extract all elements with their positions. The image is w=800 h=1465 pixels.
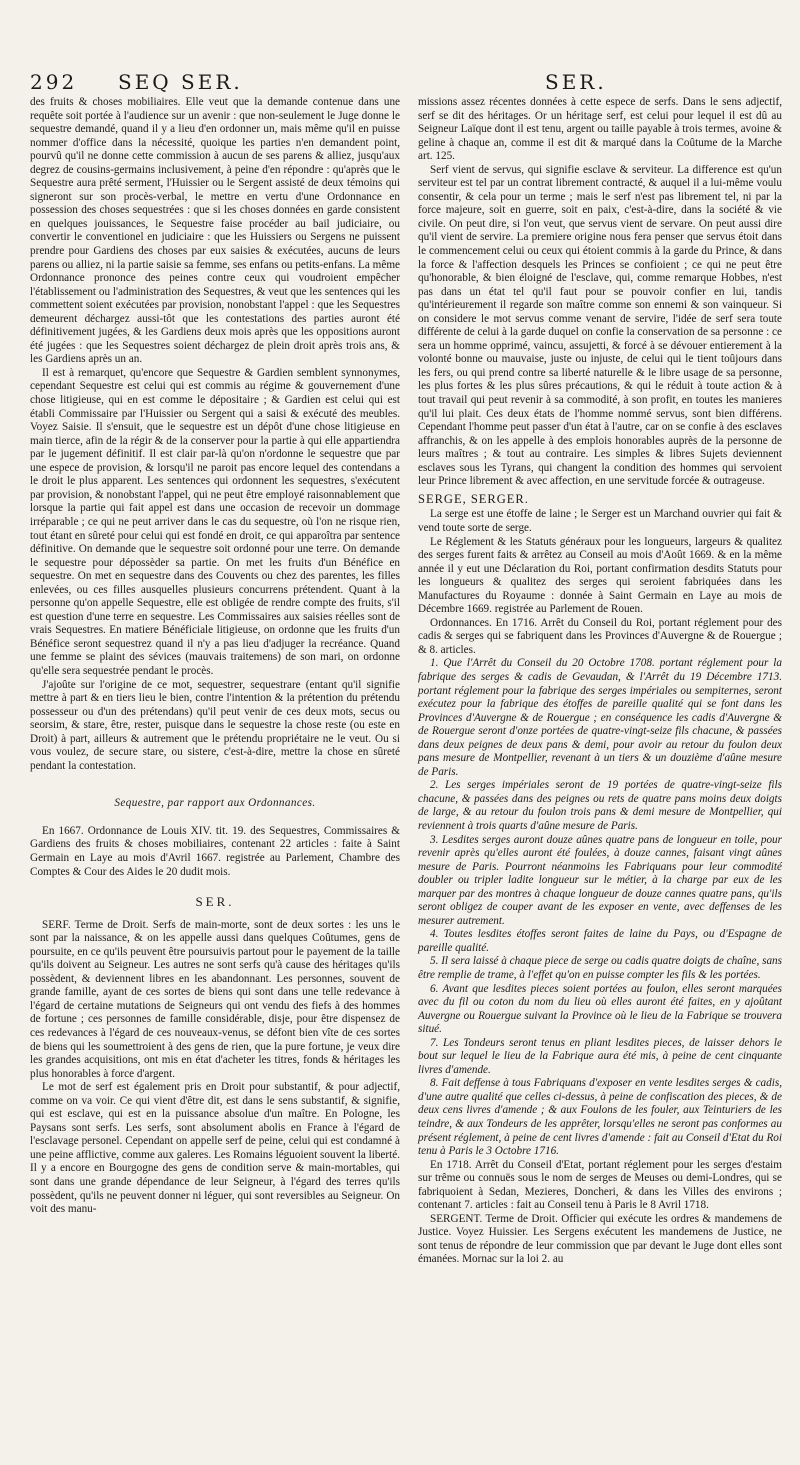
paragraph: Le mot de serf est également pris en Droit pour substantif, & pour adjectif, comme on va voir. Ce qui vient d'être dit, est dans le sens substantif, & signifie, qui est esclave, qui est en la puissance absolue d'un maître. En Pologne, les Paysans sont serfs. Les serfs, sont absolument abolis en France à l'égard de l'esclavage personel. Cependant on appelle serf de peine, celui qui est condamné à une peine afflictive, comme aux galeres. Les Romains léguoient souvent la liberté. Il y a encore en Bourgogne des gens de condition serve & main-mortables, qui sont dans une grande dépendance de leur Seigneur, à l'égard des terres qu'ils possèdent, qu'ils ne peuvent donner ni léguer, qui sont reversibles au Seigneur. On voit des manu- [30, 1081, 400, 1216]
paragraph: La serge est une étoffe de laine ; le Serger est un Marchand ouvrier qui fait & vend toute sorte de serge. [418, 508, 782, 534]
article: 5. Il sera laissé à chaque piece de serge ou cadis quatre doigts de chaîne, sans être remplie de trame, à l'effet qu'on en puisse compter les fils & les portées. [418, 955, 782, 981]
left-column [30, 96, 400, 1217]
article: 6. Avant que lesdites pieces soient portées au foulon, elles seront marquées avec du fil ou coton du nom du lieu où elles auront été faites, en y ajoûtant Auvergne ou Rouergue suivant la Province où le lieu de la Fabrique se trouvera situé. [418, 982, 782, 1036]
entry-sergent: SERGENT. Terme de Droit. Officier qui exécute les ordres & mandemens de Justice. Voyez Huissier. Les Sergens exécutent les mandemens de Justice, ne sont tenus de répondre de leur commission que par devant le Juge dont elles sont émanées. Mornac sur la loi 2. au [418, 1212, 782, 1266]
paragraph: Ordonnances. En 1716. Arrêt du Conseil du Roi, portant réglement pour des cadis & serges qui se fabriquent dans les Provinces d'Auvergne & de Rouergue ; & 8. articles. [418, 616, 782, 656]
paragraph: Il est à remarquet, qu'encore que Sequestre & Gardien semblent synnonymes, cependant Sequestre est celui qui est commis au régime & gouvernement d'une chose litigieuse, qui en est comme le dépositaire ; & Gardien est celui qui est établi Commissaire par l'Huissier ou Sergent qui a saisi & exécuté des meubles. Voyez Saisie. Il s'ensuit, que le sequestre est un dépôt d'une chose litigieuse en main tierce, afin de la régir & de la conserver pour la partie à qui elle appartiendra par le jugement définitif. Il est clair par-là qu'on n'ordonne le sequestre que par une espece de provision, & lorsqu'il ne paroit pas encore lequel des contendans a le droit le plus apparent. Les sentences qui ordonnent les sequestres, s'exécutent par provision, & nonobstant l'appel, qui ne peut être employé raisonnablement que lorsque la partie qui fait appel est dans une occasion de recevoir un dommage irréparable ; ce qui ne peut arriver dans le cas du sequestre, où l'on ne risque rien, tout étant en sûreté pour celui qui est fondé en droit, ce qui apparoîtra par sentence définitive. On demande que le sequestre soit ordonné pour une terre. On demande le sequestre pour dépossèder sa partie. On met les fruits d'un Bénéfice en sequestre. On met en sequestre dans des Couvents ou chez des parentes, les filles enlevées, ou ces filles ausquelles plusieurs concurrens prétendent. Quant à la personne qu'on appelle Sequestre, elle est obligée de rendre compte des fruits, s'il est question d'une terre en sequestre. Les Commissaires aux saisies réelles sont de vrais Sequestres. En matiere Bénéficiale litigieuse, on ordonne que les fruits d'un Bénéfice seront sequestrez quand il n'y a pas lieu d'adjuger la recréance. Quand une femme se plaint des sévices (mauvais traitemens) de son mari, on ordonne qu'elle sera sequestrée pendant le procès. [30, 366, 400, 677]
paragraph: J'ajoûte sur l'origine de ce mot, sequestrer, sequestrare (entant qu'il signifie mettre à part & en tiers lieu le bien, contre l'intention & la prétention du prétendu possesseur ou d'un des prétendans) qu'il peut venir de ces deux mots, secus ou seorsim, & stare, être, rester, puisque dans le sequestre la chose reste (ou este en Droit) à part, ailleurs & autrement que le prétendu propriétaire ne le veut. Ou si vous voulez, de secure stare, ou sistere, c'est-à-dire, mettre la chose en sûreté pendant la contestation. [30, 678, 400, 772]
paragraph: Le Réglement & les Statuts généraux pour les longueurs, largeurs & qualitez des serges furent faits & arrêtez au Conseil au mois d'Août 1669. & en la même année il y eut une Déclaration du Roi, portant confirmation desdits Statuts pour les longueurs & qualitez des serges qui seroient fabriquées dans les Manufactures du Royaume : donnée à Saint Germain en Laye au mois de Décembre 1669. registrée au Parlement de Rouen. [418, 535, 782, 616]
paragraph: Serf vient de servus, qui signifie esclave & serviteur. La difference est qu'un serviteur est tel par un contrat librement contracté, & auquel il a lui-même voulu consentir, & cela pour un terme ; mais le serf n'est pas librement tel, ni par la force majeure, soit en guerre, soit en paix, c'est-à-dire, dans la société & vie civile. On peut dire, si l'on veut, que servus vient de servare. On peut aussi dire qu'il vient de servire. La premiere origine nous fera penser que servus étoit dans le commencement celui ou ceux qui étoient commis à la garde du Prince, & dans la force & l'affection desquels les Princes se confioient ; ce qui ne peut être qu'honorable, & bien éloigné de l'esclave, qui, comme remarque Hobbes, n'est pas dans un état tel qu'il faut pour se pouvoir confier en lui, tandis qu'intérieurement il regarde son maître comme son ennemi & son vainqueur. Si on considere le mot servus comme venant de servire, l'idée de serf sera toute différente de celui à la garde duquel on confie la conservation de sa personne : ce sera un homme opprimé, vaincu, assujetti, & forcé à se dévouer entierement à la volonté bonne ou mauvaise, juste ou injuste, de celui qui le tient toûjours dans les fers, ou qui prend contre sa liberté naturelle & le libre usage de sa personne, les plus fortes & les plus sûres précautions, & qui le réduit à toute action & à tout travail qui peut revenir à sa commodité, à son profit, en toutes les manieres qu'il lui plait. Ces deux états de l'homme nommé servus, sont bien différens. Cependant l'homme peut passer d'un état à l'autre, car on se confie à des esclaves affranchis, & on les appelle à des emplois honorables auprès de la personne de leurs maîtres ; & tout au contraire. Les simples & libres Sujets deviennent esclaves sous les Tyrans, qui changent la condition des hommes qui servoient leur Prince librement & avec affection, en une servitude forcée & outrageuse. [418, 163, 782, 488]
article: 4. Toutes lesdites étoffes seront faites de laine du Pays, ou d'Espagne de pareille qualité. [418, 928, 782, 954]
paragraph: En 1667. Ordonnance de Louis XIV. tit. 19. des Sequestres, Commissaires & Gardiens des fruits & choses mobiliaires, contenant 22 articles : faite à Saint Germain en Laye au mois d'Avril 1667. registrée au Parlement, Chambre des Comptes & Cour des Aides le 20 dudit mois. [30, 824, 400, 878]
article: 3. Lesdites serges auront douze aûnes quatre pans de longueur en toile, pour revenir après qu'elles auront été foulées, à douze cannes, faisant vingt aûnes mesure de Paris. Pourront néanmoins les Fabriquans pour leur commodité doubler ou tripler ladite longueur sur le métier, à la charge par eux de les marquer par des montres à chaque longueur de douze cannes quatre pans, qu'ils seront obligez de couper avant de les exposer en vente, avec deffenses de les mesurer autrement. [418, 833, 782, 927]
right-column [418, 96, 782, 1267]
paragraph: En 1718. Arrêt du Conseil d'Etat, portant réglement pour les serges d'estaim sur trême ou connuës sous le nom de serges de Meuses ou demi-Londres, qui se fabriquoient à Sedan, Mezieres, Doncheri, & dans les Villes des environs ; contenant 7. articles : fait au Conseil tenu à Paris le 8 Avril 1718. [418, 1158, 782, 1212]
article: 7. Les Tondeurs seront tenus en pliant lesdites pieces, de laisser dehors le bout sur lequel le lieu de la Fabrique aura été mis, à peine de cent cinquante livres d'amende. [418, 1036, 782, 1076]
paragraph: missions assez récentes données à cette espece de serfs. Dans le sens adjectif, serf se dit des héritages. Or un héritage serf, est celui pour lequel il est dû au Seigneur Laïque dont il est tenu, argent ou taille payable à trois termes, avoine & geline à chaque an, comme il est dit & marqué dans la Coûtume de la Marche art. 125. [418, 96, 782, 163]
entry-heading: SERGE, SERGER. [418, 491, 529, 506]
article: 1. Que l'Arrêt du Conseil du 20 Octobre 1708. portant réglement pour la fabrique des serges & cadis de Gevaudan, & l'Arrêt du 19 Décembre 1713. portant réglement pour la fabrique des serges impériales ou sempiternes, seront exécutez pour la fabrique des étoffes de pareille qualité qui se font dans les Provinces d'Auvergne & de Rouergue ; en conséquence les cadis d'Auvergne & de Rouergue seront d'onze portées de quatre-vingt-seize fils chacune, & passées dans deux peignes de deux pans & demi, pour avoir au retour du foulon deux pans mesure de Montpellier, revenant à un tiers & un douzième d'aûne mesure de Paris. [418, 657, 782, 778]
section-heading: SER. [195, 894, 235, 910]
article: 2. Les serges impériales seront de 19 portées de quatre-vingt-seize fils chacune, & passées dans des peignes ou rets de quatre pans moins deux doigts de large, & au retour du foulon trois pans & demi mesure de Montpellier, qui reviennent à trois quarts d'aûne mesure de Paris. [418, 779, 782, 832]
paragraph: des fruits & choses mobiliaires. Elle veut que la demande contenue dans une requête soit portée à l'audience sur un avenir : que non-seulement le Juge donne le sequestre demandé, quand il y a lieu d'en ordonner un, mais même qu'il en puisse nommer d'office dans la nécessité, quoique les parties n'en demandent point, pourvû qu'il ne donne cette commission à aucun de ses parens & alliez, jusqu'aux degrez de cousins-germains inclusivement, à peine d'en répondre : qu'après que le Sequestre aura prêté serment, l'Huissier ou le Sergent assisté de deux témoins qui signeront sur son procès-verbal, le mettre en vertu d'une Ordonnance en possession des choses sequestrées : que si les choses données en garde consistent en quelques jouissances, le Sequestre faise procéder au bail judiciaire, ou convertir le conventionel en judiciaire : que les Huissiers ou Sergens ne puissent prendre pour Gardiens des choses par eux saisies & exécutées, aucuns de leurs parens ou alliez, ni la partie saisie sa femme, ses enfans ou petits-enfans. La même Ordonnance prononce des peines contre ceux qui voudroient empêcher l'établissement ou l'administration des Sequestres, & veut que les sentences qui les commettent soient exécutées par provision, nonobstant l'appel : que les Sequestres demeurent déchargez aussi-tôt que les contestations des parties auront été définitivement jugées, & les Gardiens deux mois après que les oppositions auront été jugées : que les Sequestres soient déchargez de plein droit après trois ans, & les Gardiens après un an. [30, 96, 400, 366]
page-number: 292 [30, 70, 78, 94]
right-running-head: SER. [545, 70, 607, 94]
left-running-head: SEQ SER. [118, 70, 243, 94]
section-subtitle: Sequestre, par rapport aux Ordonnances. [114, 797, 316, 810]
article: 8. Fait deffense à tous Fabriquans d'exposer en vente lesdites serges & cadis, d'une autre qualité que celles ci-dessus, à peine de confiscation des pieces, & de deux cens livres d'amende ; & aux Foulons de les fouler, aux Teinturiers de les teindre, & aux Tondeurs de les apprêter, lorsqu'elles ne seront pas conformes au présent réglement, à peine de cent livres d'amende : fait au Conseil d'Etat du Roi tenu à Paris le 3 Octobre 1716. [418, 1077, 782, 1158]
entry-serf: SERF. Terme de Droit. Serfs de main-morte, sont de deux sortes : les uns le sont par la naissance, & on les appelle aussi dans quelques Coûtumes, gens de poursuite, en ce qu'ils peuvent être poursuivis partout pour le payement de la taille qu'ils doivent au Seigneur. Les autres ne sont serfs qu'à cause des héritages qu'ils possèdent, & deviennent libres en les abandonnant. Les personnes, souvent de grande famille, ayant de ces sortes de biens qui sont dans une telle redevance à l'égard de certaine mutations de Seigneurs qui ont vendu des fiefs à des hommes de fortune ; ces personnes de famille considérable, disje, pour être dispensez de ces redevances à l'égard de ces nouveaux-venus, se défont bien vîte de ces sortes de biens qui les soumettroient à des gens de rien, que la pure fortune, je veux dire les grandes acquisitions, ont mis en état d'acheter les titres, fonds & héritages les plus honorables à force d'argent. [30, 918, 400, 1080]
